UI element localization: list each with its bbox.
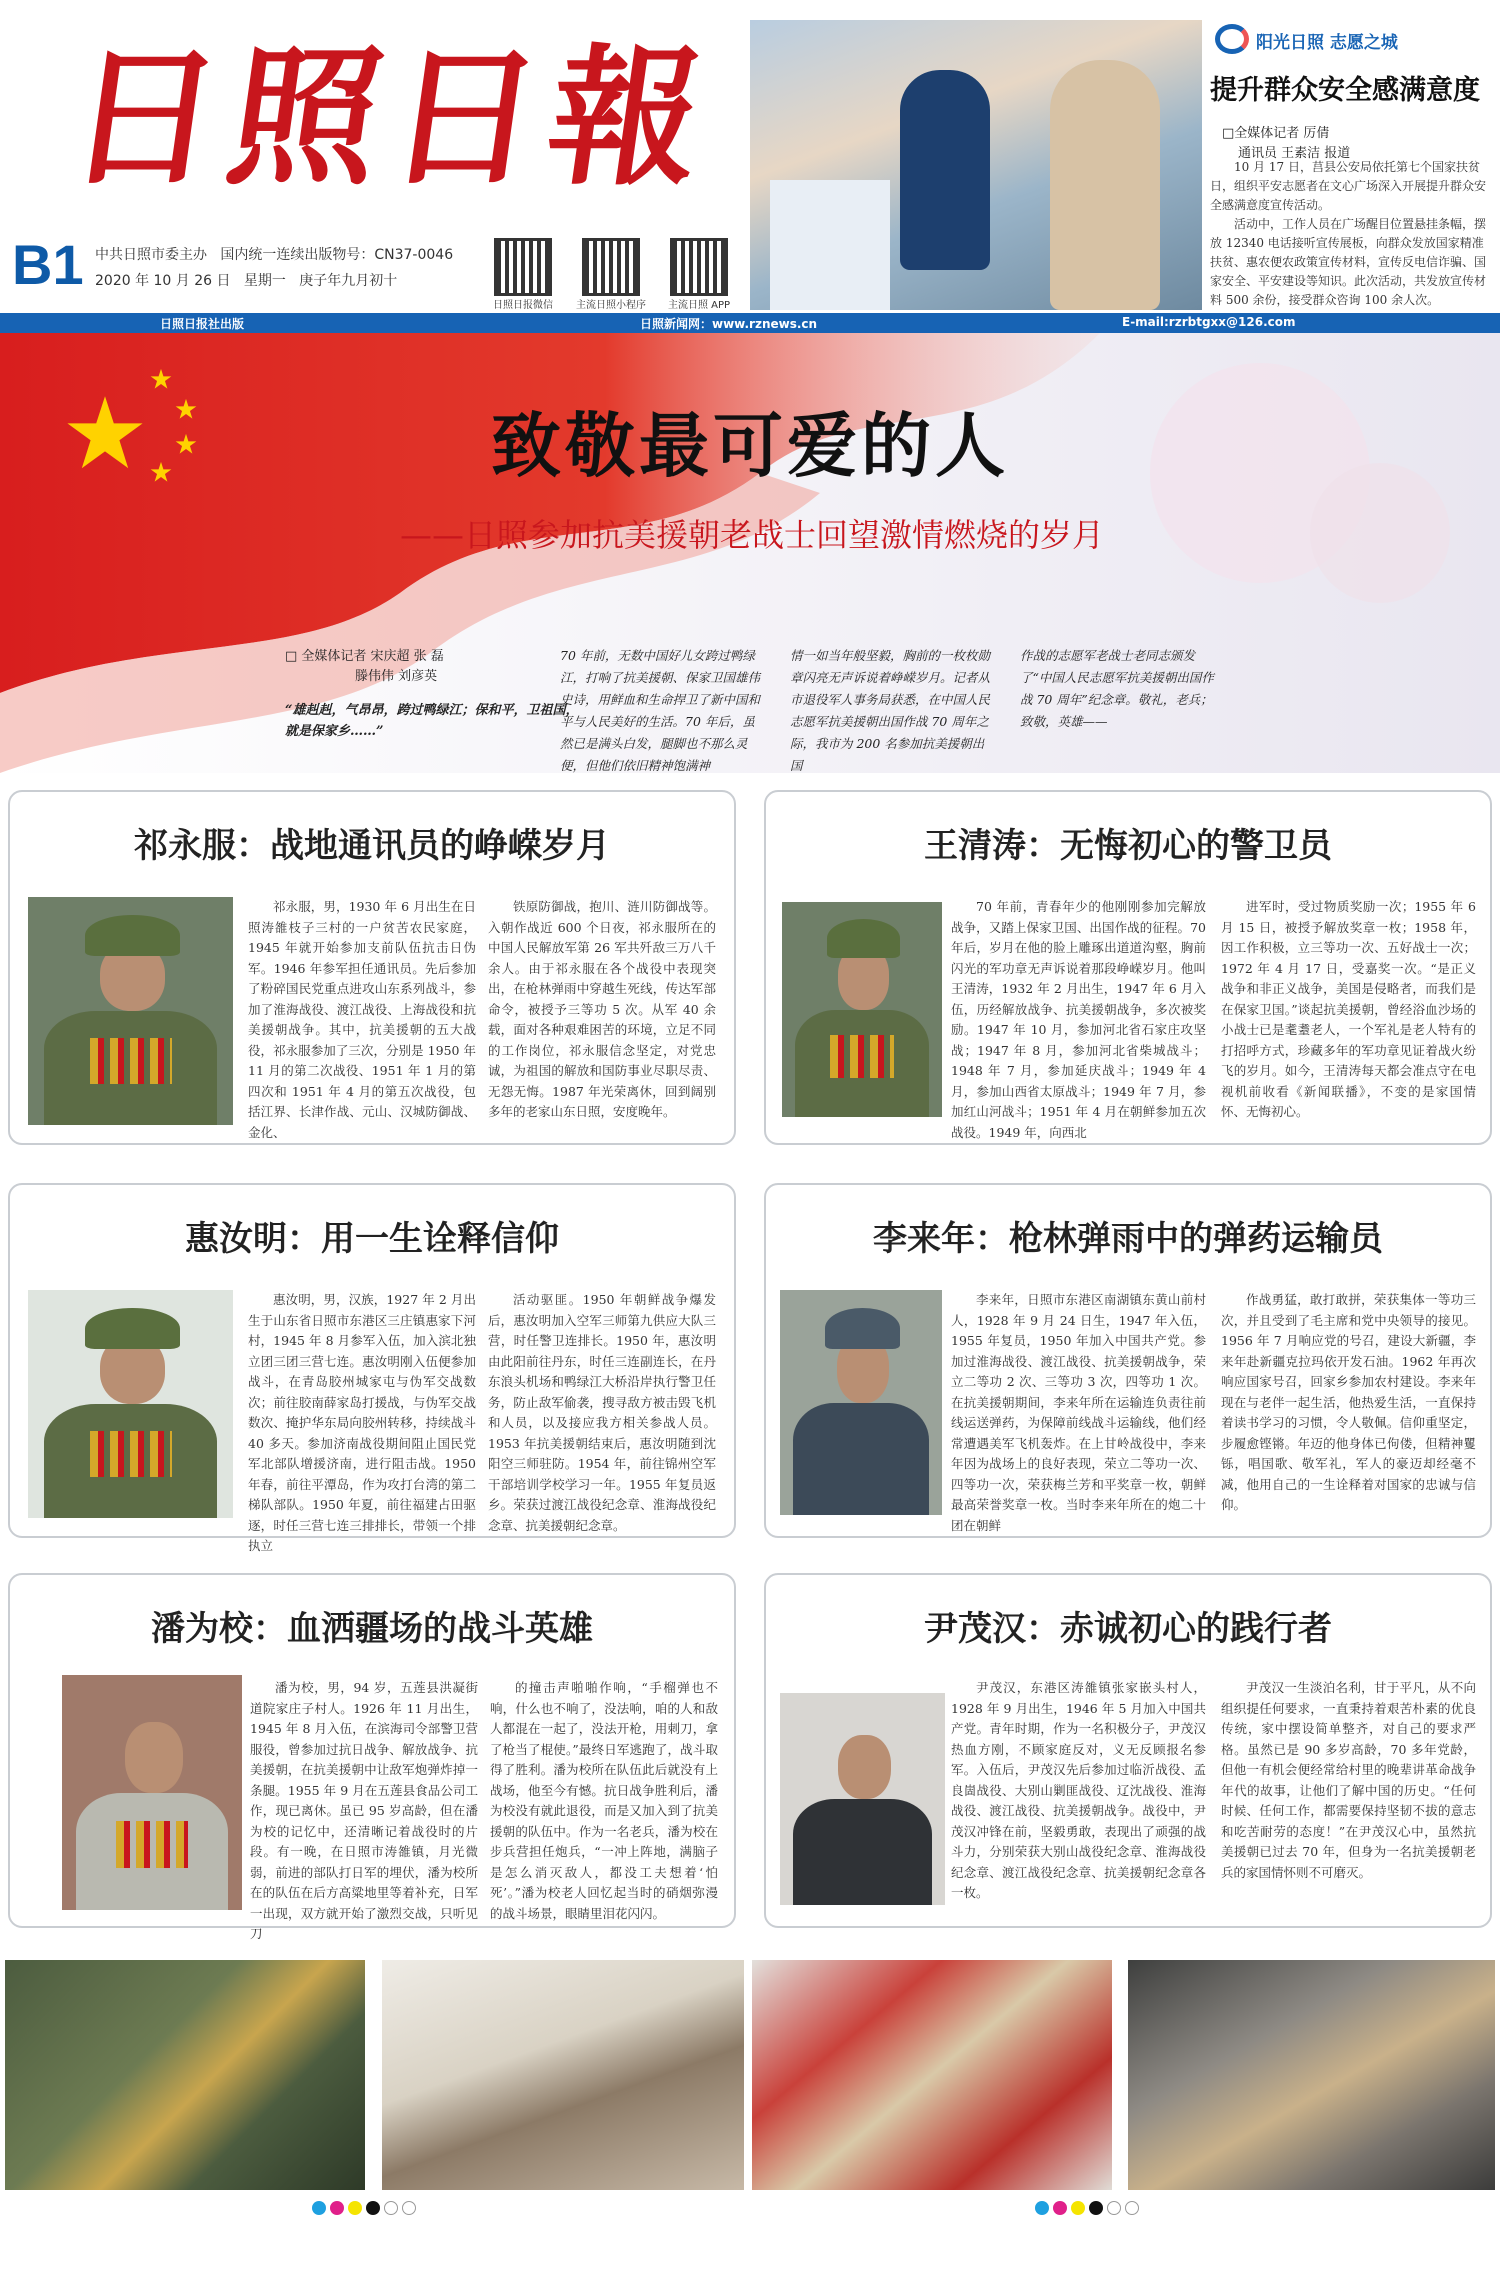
feature-title: 致敬最可爱的人 <box>491 405 1009 487</box>
veteran-portrait <box>780 1290 942 1515</box>
article-title: 李来年：枪林弹雨中的弹药运输员 <box>873 1219 1383 1259</box>
feature-intro-column: 作战的志愿军老战士老同志颁发了“中国人民志愿军抗美援朝出国作战 70 周年”纪念章。敬礼，老兵；致敬，英雄—— <box>1020 648 1214 729</box>
article-column: 的撞击声啪啪作响，“手榴弹也不响，什么也不响了，没法响，咱的人和敌人都混在一起了，没法开枪，用刺刀，拿了枪当了棍使。”最终日军逃跑了，战斗取得了胜利。潘为校所在队伍此后就没有上战场，他至今有憾。抗日战争胜利后，潘为校没有就此退役，而是又加入到了抗美援朝的队伍中。作为一名老兵，潘为校在步兵营担任炮兵，“一冲上阵地，满脑子是怎么消灭敌人，都没工夫想着‘怕死’。”潘为校老人回忆起当时的硝烟弥漫的战斗场景，眼睛里泪花闪闪。 <box>490 1680 718 1921</box>
article-hui-ruming <box>8 1183 736 1553</box>
article-title: 祁永服：战地通讯员的峥嵘岁月 <box>134 826 610 866</box>
weekday: 星期一 <box>243 273 286 289</box>
article-wang-qingtao <box>764 790 1492 1145</box>
brand-slogan: 阳光日照 志愿之城 <box>1256 33 1398 53</box>
veteran-portrait <box>62 1675 242 1910</box>
article-column: 潘为校，男，94 岁，五莲县洪凝街道院家庄子村人。1926 年 11 月出生，1945 年 8 月入伍，在滨海司令部警卫营服役，曾参加过抗日战争、解放战争、抗美援朝，在抗美援朝中让敌军炮弹炸掉一条腿。1955 年 9 月在五莲县食品公司工作，现已离休。虽已 95 岁高龄，但在潘为校的记忆中，还清晰记着战役时的片段。有一晚，在日照市涛雒镇，月光微弱，前进的部队打日军的埋伏，潘为校所在的队伍在后方高粱地里等着补充，日军一出现，双方就开始了激烈交战，只听见刀 <box>250 1680 478 1941</box>
qr-label: 主流日照小程序 <box>576 300 646 311</box>
feature-byline: 滕伟伟 刘彦英 <box>355 669 438 684</box>
brand-logo-icon <box>1215 24 1249 54</box>
top-story-byline: 通讯员 王素洁 报道 <box>1238 146 1351 161</box>
feature-subtitle: ——日照参加抗美援朝老战士回望激情燃烧的岁月 <box>400 516 1105 554</box>
photo-commemorative-book <box>752 1960 1112 2190</box>
qr-code-icon <box>494 238 552 296</box>
photo-medals-1 <box>5 1960 365 2190</box>
article-column: 祁永服，男，1930 年 6 月出生在日照涛雒枝子三村的一户贫苦农民家庭，1945 年就开始参加支前队伍抗击日伪军。1946 年参军担任通讯员。先后参加了粉碎国民党重点进攻山东系列战斗，参加了淮海战役、渡江战役、上海战役和抗美援朝战争。其中，抗美援朝的五大战役，祁永服参加了三次，分别是 1950 年 11 月的第二次战役、1951 年 1 月的第四次和 1951 年 4 月的第五次战役，包括江界、长津作战、元山、汉城防御战、金化、 <box>248 899 476 1140</box>
top-story-paragraph: 活动中，工作人员在广场醒目位置悬挂条幅，摆放 12340 电话接听宣传展板，向群众发放国家精准扶贫、惠农便农政策宣传材料，宣传反电信诈骗、国家安全、平安建设等知识。此次活动，共发放宣传材料 500 余份，接受群众咨询 100 余人次。 <box>1210 217 1487 307</box>
article-title: 惠汝明：用一生诠释信仰 <box>185 1219 559 1259</box>
newspaper-logo: 日照日報 <box>57 30 723 206</box>
feature-lead-quote: “雄赳赳，气昂昂，跨过鸭绿江；保和平，卫祖国，就是保家乡……” <box>285 703 579 739</box>
small-star-icon <box>150 368 172 390</box>
veteran-portrait <box>782 902 942 1117</box>
article-column: 铁原防御战，抱川、涟川防御战等。入朝作战近 600 个日夜，祁永服所在的中国人民解放军第 26 军共歼敌三万八千余人。由于祁永服在各个战役中表现突出，在枪林弹雨中穿越生死线，传达军部命令，被授予三等功 5 次。从军 40 余载，面对各种艰难困苦的环境，立足不同的工作岗位，祁永服信念坚定，对党忠诚，为祖国的解放和国防事业尽职尽责、无怨无悔。1987 年光荣离休，回到阔别多年的老家山东日照，安度晚年。 <box>488 899 716 1119</box>
article-qi-yongfu <box>8 790 736 1145</box>
top-story-paragraph: 10 月 17 日，莒县公安局依托第七个国家扶贫日，组织平安志愿者在文心广场深入开展提升群众安全感满意度宣传活动。 <box>1210 160 1487 212</box>
veteran-portrait <box>28 897 233 1125</box>
article-title: 王清涛：无悔初心的警卫员 <box>924 826 1332 866</box>
feature-byline: □ 全媒体记者 宋庆超 张 磊 <box>285 649 444 664</box>
color-registration-marks <box>312 2200 420 2216</box>
article-li-lainian <box>764 1183 1492 1538</box>
feature-intro-column: 70 年前，无数中国好儿女跨过鸭绿江，打响了抗美援朝、保家卫国雄伟史诗，用鲜血和生命捍卫了新中国和平与人民美好的生活。70 年后，虽然已是满头白发，腿脚也不那么灵便，但他们依旧精神饱满神 <box>560 648 761 773</box>
qr-label: 主流日照 APP <box>667 300 731 311</box>
article-column: 70 年前，青春年少的他刚刚参加完解放战争，又踏上保家卫国、出国作战的征程。70 年后，岁月在他的脸上雕琢出道道沟壑，胸前闪光的军功章无声诉说着那段峥嵘岁月。他叫王清涛，1932 年 2 月出生，1947 年 6 月入伍，历经解放战争、抗美援朝战争，多次被奖励。1947 年 10 月，参加河北省石家庄攻坚战；1947 年 8 月，参加河北省柴城战斗；1948 年 7 月，参加延庆战斗；1949 年 4 月，参加山西省太原战斗；1949 年 7 月，参加红山河战斗；1951 年 4 月在朝鲜参加五次战役。1949 年，向西北 <box>951 899 1206 1140</box>
feature-intro-column: 情一如当年般坚毅，胸前的一枚枚勋章闪亮无声诉说着峥嵘岁月。记者从市退役军人事务局获悉，在中国人民志愿军抗美援朝出国作战 70 周年之际，我市为 200 名参加抗美援朝出国 <box>790 648 991 773</box>
article-pan-weixiao <box>8 1573 736 1941</box>
website-link[interactable]: 日照新闻网：www.rznews.cn <box>640 317 818 331</box>
article-column: 作战勇猛，敢打敢拼，荣获集体一等功三次，并且受到了毛主席和党中央领导的接见。1956 年 7 月响应党的号召，建设大新疆，李来年赴新疆克拉玛依开发石油。1962 年再次响应国家号召，回家乡参加农村建设。李来年现在与老伴一起生活，他热爱生活，一直保持着读书学习的习惯，令人敬佩。信仰重坚定，步履愈铿锵。年迈的他身体已佝偻，但精神矍铄，唱国歌、敬军礼，军人的豪迈却经毫不减，他用自己的一生诠释着对国家的忠诚与信仰。 <box>1221 1292 1476 1512</box>
veteran-portrait <box>28 1290 233 1518</box>
article-column: 尹茂汉一生淡泊名利，甘于平凡，从不向组织提任何要求，一直秉持着艰苦朴素的优良传统，家中摆设简单整齐，对自己的要求严格。虽然已是 90 多岁高龄，70 多年党龄，但他一有机会便经常给村里的晚辈讲革命战争年代的故事，让他们了解中国的历史。“任何时候、任何工作，都需要保持坚韧不拔的意志和吃苦耐劳的态度！”在尹茂汉心中，虽然抗美援朝已过去 70 年，但身为一名抗美援朝老兵的家国情怀则不可磨灭。 <box>1221 1680 1476 1880</box>
qr-wechat[interactable] <box>480 238 566 311</box>
qr-miniprogram[interactable] <box>568 238 654 311</box>
top-story-photo <box>750 20 1202 310</box>
qr-code-icon <box>582 238 640 296</box>
photo-old-portraits <box>382 1960 744 2190</box>
publisher-label: 日照日报社出版 <box>160 317 245 331</box>
article-column: 尹茂汉，东港区涛雒镇张家嵌头村人，1928 年 9 月出生，1946 年 5 月加入中国共产党。青年时期，作为一名积极分子，尹茂汉热血方刚，不顾家庭反对，义无反顾报名参军。入伍后，尹茂汉先后参加过临沂战役、孟良崮战役、大别山剿匪战役、辽沈战役、淮海战役、渡江战役、抗美援朝战争。战役中，尹茂汉冲锋在前，坚毅勇敢，表现出了顽强的战斗力，分别荣获大别山战役纪念章、淮海战役纪念章、渡江战役纪念章、抗美援朝纪念章各一枚。 <box>951 1680 1206 1900</box>
info-bar <box>0 313 1500 333</box>
top-story-headline: 提升群众安全感满意度 <box>1210 75 1480 106</box>
date-info <box>95 270 475 290</box>
sponsor: 中共日照市委主办 <box>95 247 207 263</box>
page-number: B1 <box>12 233 84 296</box>
qr-label: 日照日报微信 <box>493 300 553 311</box>
top-story-byline: □全媒体记者 厉倩 <box>1222 126 1330 141</box>
article-column: 活动驱匪。1950 年朝鲜战争爆发后，惠汝明加入空军三师第九供应大队三营，时任警卫连排长。1950 年，惠汝明由此阳前往丹东，时任三连副连长，在丹东浪头机场和鸭绿江大桥沿岸执行警卫任务，防止敌军偷袭，搜寻敌方被击毁飞机和人员，以及接应我方相关参战人员。1953 年抗美援朝结束后，惠汝明随到沈阳空三师驻防。1954 年，前往锦州空军干部培训学校学习一年。1955 年复员返乡。荣获过渡江战役纪念章、淮海战役纪念章、抗美援朝纪念章。 <box>488 1292 716 1533</box>
article-title: 尹茂汉：赤诚初心的践行者 <box>924 1609 1332 1649</box>
article-column: 进军时，受过物质奖励一次；1955 年 6 月 15 日，被授予解放奖章一枚；1958 年，因工作积极，立三等功一次、五好战士一次；1972 年 4 月 17 日，受嘉奖一次。“是正义战争和非正义战争，美国是侵略者，而我们是在保家卫国。”谈起抗美援朝，曾经浴血沙场的小战士已是耄耋老人，一个军礼是老人特有的打招呼方式，珍藏多年的军功章见证着战火纷飞的岁月。如今，王清涛每天都会准点守在电视机前收看《新闻联播》，不变的是家国情怀、无悔初心。 <box>1221 899 1476 1119</box>
qr-code-icon <box>670 238 728 296</box>
publisher-info <box>95 244 475 264</box>
article-column: 李来年，日照市东港区南湖镇东黄山前村人，1928 年 9 月 24 日生，1947 年入伍，1955 年复员，1950 年加入中国共产党。参加过淮海战役、渡江战役、抗美援朝战争，荣立二等功 2 次、三等功 3 次，四等功 1 次。在抗美援朝期间，李来年所在运输连负责往前线运送弹药，为保障前线战斗运输线，他们经常遭遇美军飞机轰炸。在上甘岭战役中，李来年因为战场上的良好表现，荣立二等功一次、四等功一次，荣获梅兰芳和平奖章一枚，朝鲜最高荣誉奖章一枚。当时李来年所在的炮二十团在朝鲜 <box>951 1292 1206 1533</box>
email-link[interactable]: E-mail:rzrbtgxx@126.com <box>1122 315 1296 329</box>
article-yin-maohan <box>764 1573 1492 1928</box>
photo-medal-in-hands <box>1128 1960 1495 2190</box>
article-column: 惠汝明，男，汉族，1927 年 2 月出生于山东省日照市东港区三庄镇惠家下河村，1945 年 8 月参军入伍，加入滨北独立团三团三营七连。惠汝明刚入伍便参加战斗，在青岛胶州城家屯与伪军交战数次；前往胶南薛家岛打援战，与伪军交战数次、掩护华东局向胶州转移，持续战斗 40 多天。参加济南战役期间阻止国民党军北部队增援济南，进行阻击战。1950 年春，前往平潭岛，作为攻打台湾的第二梯队部队。1950 年夏，前往福建占田驱逐，时任三营七连三排排长，带领一个排执立 <box>248 1292 476 1553</box>
color-registration-marks <box>1035 2200 1143 2216</box>
issue-date: 2020 年 10 月 26 日 <box>95 273 231 289</box>
lunar-date: 庚子年九月初十 <box>299 273 398 289</box>
article-title: 潘为校：血洒疆场的战斗英雄 <box>151 1609 593 1649</box>
qr-app[interactable] <box>656 238 742 311</box>
veteran-portrait <box>780 1693 945 1905</box>
cn-number: 国内统一连续出版物号：CN37-0046 <box>220 247 454 263</box>
